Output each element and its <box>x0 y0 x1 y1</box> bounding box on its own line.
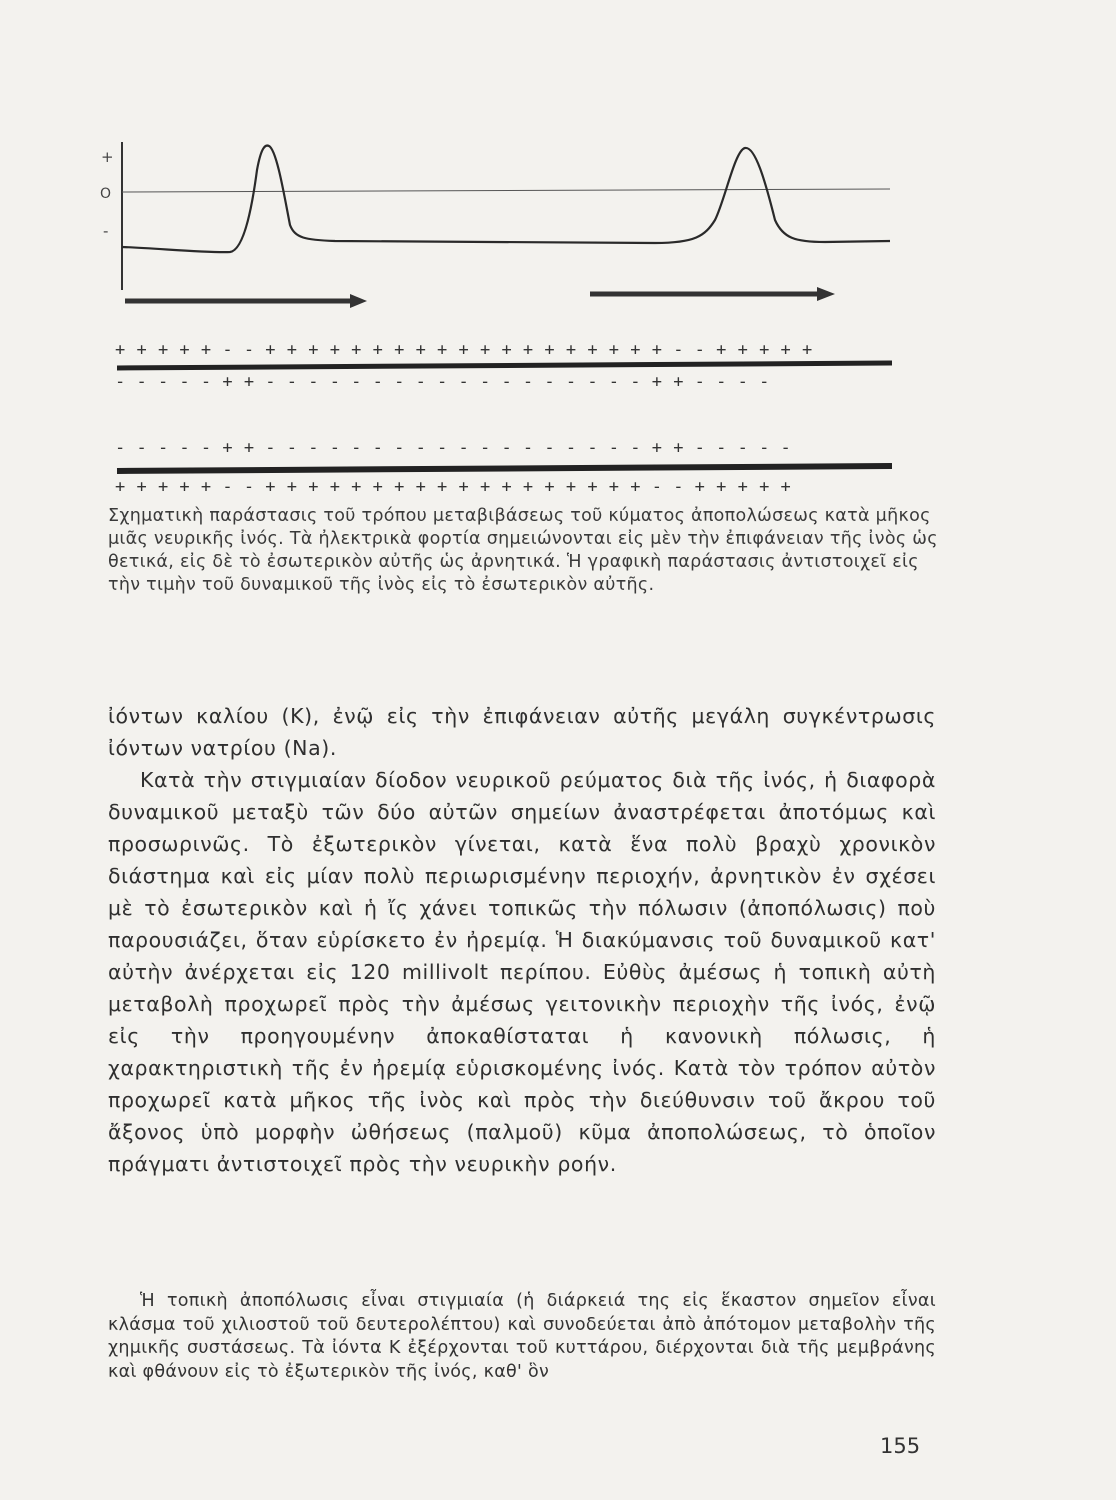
action-potential-figure <box>95 140 915 510</box>
axis-plus-label: + <box>101 148 114 166</box>
arrow-head-right <box>817 287 835 301</box>
main-text <box>108 700 936 1180</box>
lower-membrane <box>117 466 892 471</box>
axis-minus-label: - <box>103 222 109 240</box>
upper-membrane <box>117 363 892 368</box>
paragraph-1: ἰόντων καλίου (Κ), ἐνῷ εἰς τὴν ἐπιφάνειαν αὐτῆς μεγάλη συγκέντρωσις ἰόντων νατρίου (Na). <box>108 704 936 760</box>
axis-zero-label: O <box>100 186 112 202</box>
charges-inner-top: - - - - - + + - - - - - - - - - - - - - - - - - - + + - - - - <box>115 372 770 392</box>
arrow-head-left <box>350 294 367 308</box>
figure-caption: Σχηματικὴ παράστασις τοῦ τρόπου μεταβιβάσεως τοῦ κύματος ἀποπολώσεως κατὰ μῆκος μιᾶς νευρικῆς ἰνός. Τὰ ἠλεκτρικὰ φορτία σημειώνονται εἰς μὲν τὴν ἐπιφάνειαν τῆς ἰνὸς ὡς θετικά, εἰς δὲ τὸ ἐσωτερικὸν αὐτῆς ὡς ἀρνητικά. Ἡ γραφικὴ παράστασις ἀντιστοιχεῖ εἰς τὴν τιμὴν τοῦ δυναμικοῦ τῆς ἰνὸς εἰς τὸ ἐσωτερικὸν αὐτῆς. <box>108 506 938 595</box>
zero-line <box>122 189 890 192</box>
page-number: 155 <box>880 1434 921 1458</box>
potential-curve <box>122 146 890 253</box>
charges-outer-top: + + + + + - - + + + + + + + + + + + + + + + + + + + - - + + + + + <box>115 340 813 360</box>
small-paragraph: Ἡ τοπικὴ ἀποπόλωσις εἶναι στιγμιαία (ἡ διάρκειά της εἰς ἕκαστον σημεῖον εἶναι κλάσμα τοῦ χιλιοστοῦ τοῦ δευτερολέπτου) καὶ συνοδεύεται ἀπὸ ἀπότομον μεταβολὴν τῆς χημικῆς συστάσεως. Τὰ ἰόντα Κ ἐξέρχονται τοῦ κυττάρου, διέρχονται διὰ τῆς μεμβράνης καὶ φθάνουν εἰς τὸ ἐξωτερικὸν τῆς ἰνός, καθ' ὃν <box>108 1291 936 1382</box>
charges-inner-bottom: - - - - - + + - - - - - - - - - - - - - - - - - - + + - - - - - <box>115 438 792 458</box>
small-print-note <box>108 1290 936 1384</box>
charges-outer-bottom: + + + + + - - + + + + + + + + + + + + + + + + + + - - + + + + + <box>115 477 792 497</box>
paragraph-2: Κατὰ τὴν στιγμιαίαν δίοδον νευρικοῦ ρεύματος διὰ τῆς ἰνός, ἡ διαφορὰ δυναμικοῦ μεταξὺ τῶν δύο αὐτῶν σημείων ἀναστρέφεται ἀποτόμως καὶ προσωρινῶς. Τὸ ἐξωτερικὸν γίνεται, κατὰ ἕνα πολὺ βραχὺ χρονικὸν διάστημα καὶ εἰς μίαν πολὺ περιωρισμένην περιοχήν, ἀρνητικὸν ἐν σχέσει μὲ τὸ ἐσωτερικὸν καὶ ἡ ἴς χάνει τοπικῶς τὴν πόλωσιν (ἀποπόλωσις) ποὺ παρουσιάζει, ὅταν εὑρίσκετο ἐν ἠρεμίᾳ. Ἡ διακύμανσις τοῦ δυναμικοῦ κατ' αὐτὴν ἀνέρχεται εἰς 120 millivolt περίπου. Εὐθὺς ἀμέσως ἡ τοπικὴ αὐτὴ μεταβολὴ προχωρεῖ πρὸς τὴν ἀμέσως γειτονικὴν περιοχὴν τῆς ἰνός, ἐνῷ εἰς τὴν προηγουμένην ἀποκαθίσταται ἡ κανονικὴ πόλωσις, ἡ χαρακτηριστικὴ τῆς ἐν ἠρεμίᾳ εὑρισκομένης ἰνός. Κατὰ τὸν τρόπον αὐτὸν προχωρεῖ κατὰ μῆκος τῆς ἰνὸς καὶ πρὸς τὴν διεύθυνσιν τοῦ ἄκρου τοῦ ἄξονος ὑπὸ μορφὴν ὠθήσεως (παλμοῦ) κῦμα ἀποπολώσεως, τὸ ὁποῖον πράγματι ἀντιστοιχεῖ πρὸς τὴν νευρικὴν ροήν. <box>108 768 936 1176</box>
